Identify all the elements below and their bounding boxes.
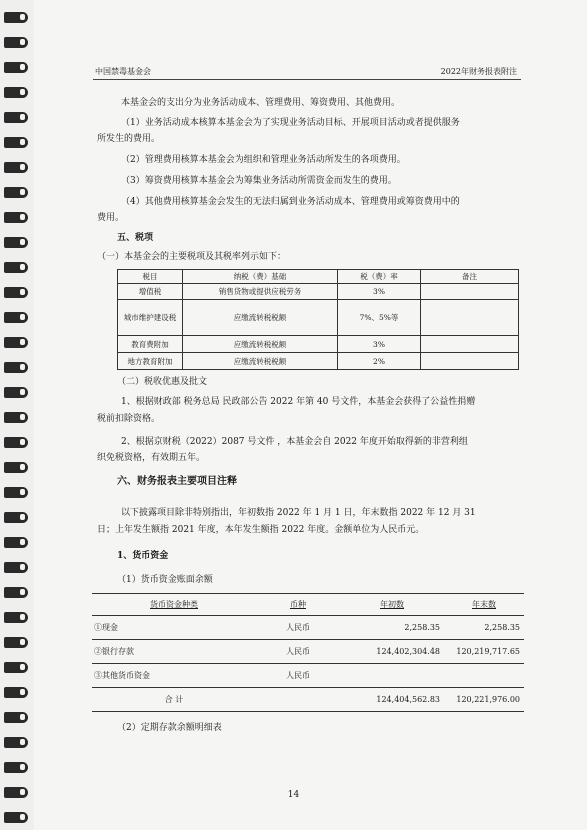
tax-cell bbox=[421, 284, 519, 300]
intro-line-4: （3）筹资费用核算本基金会为筹集业务活动所需资金而发生的费用。 bbox=[121, 176, 397, 186]
binding-ring bbox=[4, 312, 28, 323]
section-tax-title: 五、税项 bbox=[117, 233, 154, 243]
cash-cell: ③其他货币资金 bbox=[92, 664, 256, 688]
binding-ring bbox=[4, 712, 28, 723]
tax-cell: 增值税 bbox=[118, 284, 183, 300]
cash-table-header bbox=[92, 594, 524, 616]
cash-cell: 2,258.35 bbox=[340, 616, 444, 640]
tax-cell: 销售货物或提供应税劳务 bbox=[183, 284, 338, 300]
binding-ring bbox=[4, 737, 28, 748]
table-row bbox=[118, 353, 519, 370]
tax-table bbox=[117, 269, 519, 370]
cash-cell: 120,219,717.65 bbox=[444, 640, 524, 664]
table-row bbox=[92, 664, 524, 688]
binding-ring bbox=[4, 337, 28, 348]
binding-ring bbox=[4, 537, 28, 548]
cash-cell: ①现金 bbox=[92, 616, 256, 640]
binding-ring bbox=[4, 87, 28, 98]
cash-cell bbox=[340, 664, 444, 688]
page-number: 14 bbox=[287, 790, 300, 800]
cash-cell: 合 计 bbox=[92, 688, 256, 712]
binding-ring bbox=[4, 487, 28, 498]
binding-ring bbox=[4, 287, 28, 298]
binding-ring bbox=[4, 262, 28, 273]
fin-para-1b: 日；上年发生额指 2021 年度，本年发生额指 2022 年度。金额单位为人民币元。 bbox=[97, 525, 425, 535]
binding-ring bbox=[4, 212, 28, 223]
intro-line-1: 本基金会的支出分为业务活动成本、管理费用、筹资费用、其他费用。 bbox=[121, 98, 401, 108]
header-org-name: 中国禁毒基金会 bbox=[95, 67, 151, 76]
header-report-title: 2022年财务报表附注 bbox=[440, 67, 517, 76]
binding-ring bbox=[4, 237, 28, 248]
binding-ring bbox=[4, 412, 28, 423]
cash-cell: 人民币 bbox=[256, 640, 340, 664]
tax-cell: 3% bbox=[338, 284, 421, 300]
tax-header-rate: 税（费）率 bbox=[338, 270, 421, 284]
intro-line-5a: （4）其他费用核算基金会发生的无法归属到业务活动成本、管理费用或筹资费用中的 bbox=[121, 197, 460, 207]
tax-para-1b: 税前扣除资格。 bbox=[97, 414, 161, 424]
tax-cell: 地方教育附加 bbox=[118, 353, 183, 370]
cash-table bbox=[92, 593, 524, 712]
tax-cell: 3% bbox=[338, 336, 421, 353]
cash-cell: 2,258.35 bbox=[444, 616, 524, 640]
tax-para-1a: 1、根据财政部 税务总局 民政部公告 2022 年第 40 号文件，本基金会获得了公益性捐赠 bbox=[121, 397, 476, 407]
fin-para-1a: 以下披露项目除非特别指出，年初数指 2022 年 1 月 1 日，年末数指 2022 年 12 月 31 bbox=[121, 508, 476, 518]
tax-cell: 应缴流转税税额 bbox=[183, 336, 338, 353]
binding-ring bbox=[4, 362, 28, 373]
cash-cell bbox=[444, 664, 524, 688]
deposit-subtitle: （2）定期存款余额明细表 bbox=[117, 723, 222, 733]
intro-line-2b: 所发生的费用。 bbox=[97, 134, 161, 144]
tax-para-2b: 织免税资格，有效期五年。 bbox=[97, 453, 206, 463]
cash-cell: 人民币 bbox=[256, 664, 340, 688]
binding-ring bbox=[4, 662, 28, 673]
intro-line-2a: （1）业务活动成本核算本基金会为了实现业务活动目标、开展项目活动或者提供服务 bbox=[121, 118, 460, 128]
binding-ring bbox=[4, 637, 28, 648]
tax-cell: 7%、5%等 bbox=[338, 300, 421, 336]
tax-para-2a: 2、根据京财税（2022）2087 号文件 ，本基金会自 2022 年度开始取得新的非营利组 bbox=[121, 437, 468, 447]
spiral-binding bbox=[0, 0, 34, 830]
binding-ring bbox=[4, 137, 28, 148]
binding-ring bbox=[4, 437, 28, 448]
binding-ring bbox=[4, 562, 28, 573]
section-fin-title: 六、财务报表主要项目注释 bbox=[117, 476, 237, 487]
table-row bbox=[92, 616, 524, 640]
cash-cell: 124,402,304.48 bbox=[340, 640, 444, 664]
binding-ring bbox=[4, 62, 28, 73]
cash-cell bbox=[256, 688, 340, 712]
binding-ring bbox=[4, 12, 28, 23]
tax-cell: 城市维护建设税 bbox=[118, 300, 183, 336]
cash-header-end: 年末数 bbox=[444, 594, 524, 616]
tax-header-note: 备注 bbox=[421, 270, 519, 284]
binding-ring bbox=[4, 762, 28, 773]
table-row bbox=[118, 284, 519, 300]
tax-cell: 应缴流转税税额 bbox=[183, 353, 338, 370]
tax-subtitle-1: （一）本基金会的主要税项及其税率列示如下： bbox=[97, 252, 287, 262]
tax-cell bbox=[421, 300, 519, 336]
binding-ring bbox=[4, 37, 28, 48]
binding-ring bbox=[4, 612, 28, 623]
cash-cell: ②银行存款 bbox=[92, 640, 256, 664]
binding-ring bbox=[4, 512, 28, 523]
table-row bbox=[118, 300, 519, 336]
binding-ring bbox=[4, 462, 28, 473]
cash-header-begin: 年初数 bbox=[340, 594, 444, 616]
tax-table-header bbox=[118, 270, 519, 284]
header-divider bbox=[93, 79, 521, 80]
tax-cell bbox=[421, 336, 519, 353]
cash-header-currency: 币种 bbox=[256, 594, 340, 616]
cash-cell: 124,404,562.83 bbox=[340, 688, 444, 712]
table-row bbox=[92, 640, 524, 664]
tax-header-item: 税目 bbox=[118, 270, 183, 284]
tax-cell: 2% bbox=[338, 353, 421, 370]
table-row-total bbox=[92, 688, 524, 712]
binding-ring bbox=[4, 187, 28, 198]
binding-ring bbox=[4, 687, 28, 698]
cash-header-type: 货币资金种类 bbox=[92, 594, 256, 616]
cash-subtitle: （1）货币资金账面余额 bbox=[117, 575, 213, 585]
binding-ring bbox=[4, 162, 28, 173]
cash-cell: 120,221,976.00 bbox=[444, 688, 524, 712]
tax-cell: 应缴流转税税额 bbox=[183, 300, 338, 336]
binding-ring bbox=[4, 387, 28, 398]
tax-cell bbox=[421, 353, 519, 370]
tax-header-basis: 纳税（费）基础 bbox=[183, 270, 338, 284]
intro-line-5b: 费用。 bbox=[97, 213, 125, 223]
tax-subtitle-2: （二）税收优惠及批文 bbox=[117, 377, 208, 387]
intro-line-3: （2）管理费用核算本基金会为组织和管理业务活动所发生的各项费用。 bbox=[121, 155, 406, 165]
binding-ring bbox=[4, 112, 28, 123]
binding-ring bbox=[4, 812, 28, 823]
table-row bbox=[118, 336, 519, 353]
binding-ring bbox=[4, 587, 28, 598]
cash-title: 1、货币资金 bbox=[117, 551, 169, 561]
tax-cell: 教育费附加 bbox=[118, 336, 183, 353]
cash-cell: 人民币 bbox=[256, 616, 340, 640]
